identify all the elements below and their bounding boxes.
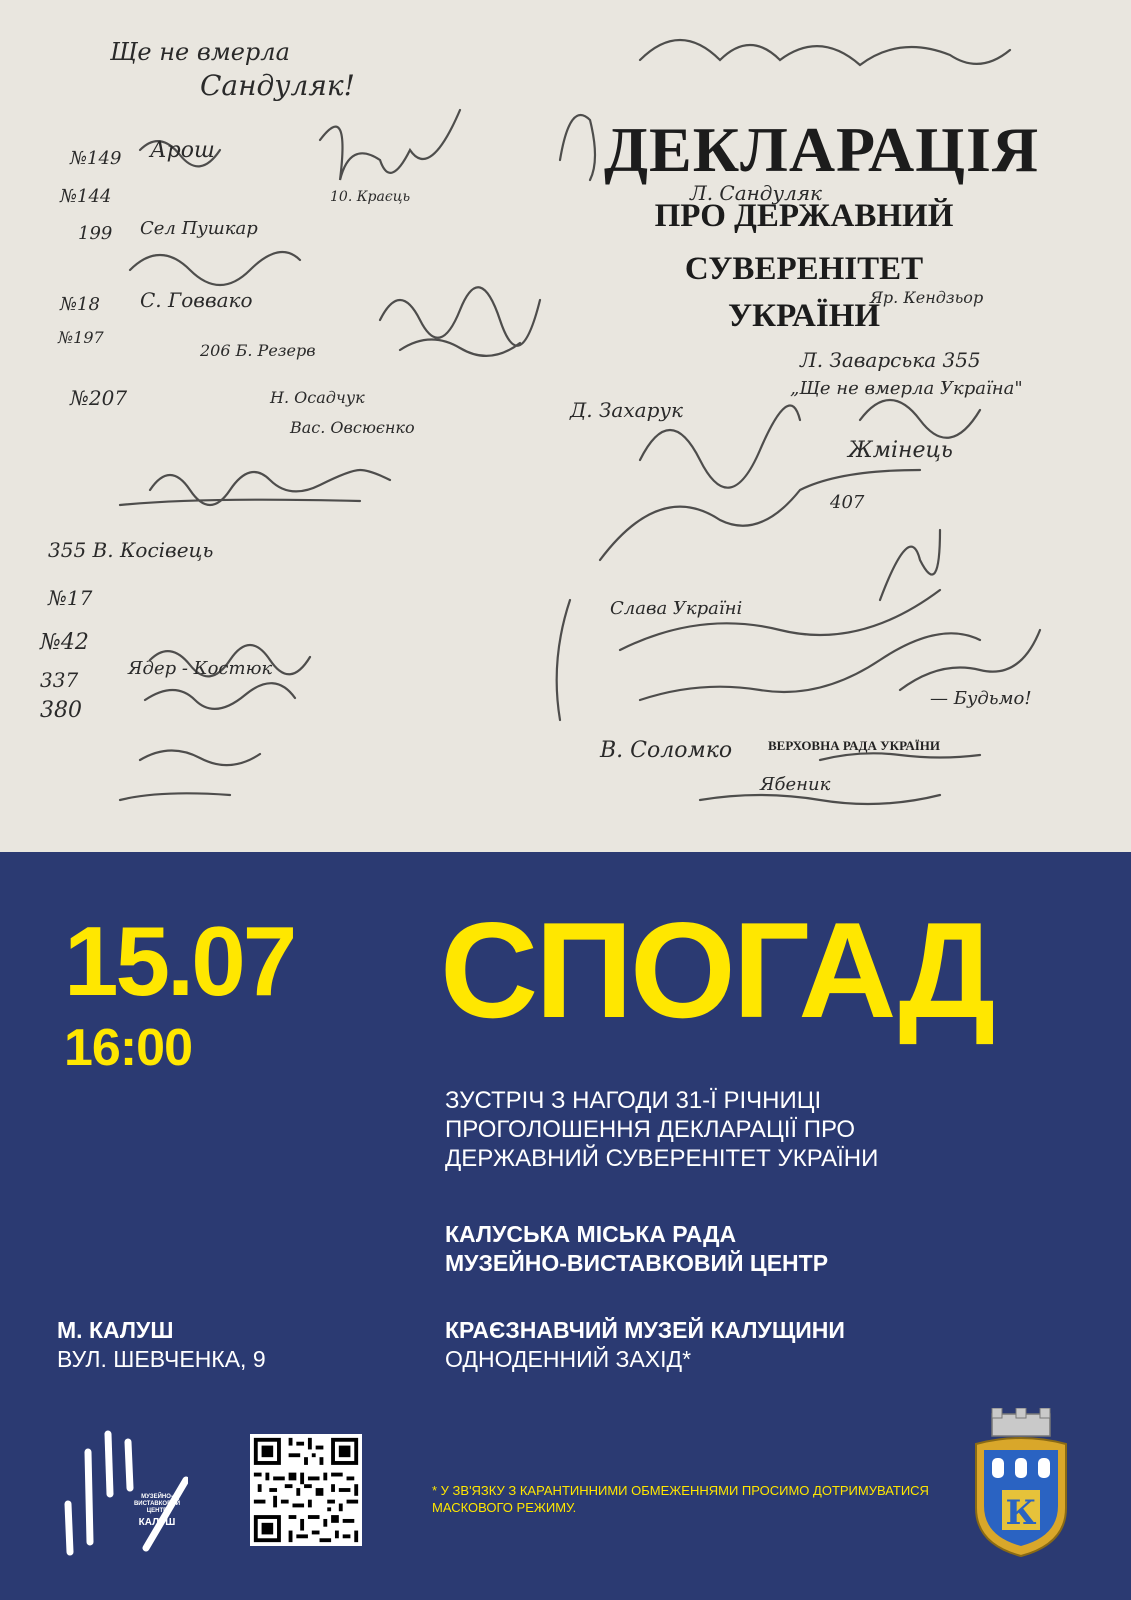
qr-code-icon	[250, 1434, 362, 1546]
handwritten-number: 355 В. Косівець	[48, 538, 214, 562]
coat-letter: К	[1005, 1493, 1037, 1533]
museum-logo	[58, 1424, 188, 1556]
event-title: СПОГАД	[440, 894, 993, 1046]
handwritten-number: №144	[60, 186, 112, 207]
declaration-title-line3: СУВЕРЕНІТЕТ	[684, 251, 924, 287]
address-street: ВУЛ. ШЕВЧЕНКА, 9	[57, 1346, 266, 1372]
handwritten-name: Вас. Овсюєнко	[290, 418, 415, 437]
museum-name: КРАЄЗНАВЧИЙ МУЗЕЙ КАЛУЩИНИ	[445, 1317, 845, 1343]
organizer	[445, 1220, 965, 1278]
museum-info	[445, 1316, 965, 1374]
handwritten-name: Слава Україні	[610, 598, 743, 619]
declaration-title-line2: ПРО ДЕРЖАВНИЙ	[654, 198, 954, 234]
qr-code[interactable]	[250, 1434, 362, 1546]
handwritten-number: №42	[40, 630, 89, 655]
handwritten-number: №197	[58, 328, 104, 347]
event-description: ЗУСТРІЧ З НАГОДИ 31-Ї РІЧНИЦІ ПРОГОЛОШЕННЯ ДЕКЛАРАЦІЇ ПРО ДЕРЖАВНИЙ СУВЕРЕНІТЕТ УКРАЇНИ	[445, 1087, 879, 1172]
handwritten-name: В. Соломко	[600, 738, 733, 763]
handwritten-name: Ядер - Костюк	[128, 658, 273, 679]
handwritten-number: 337	[40, 668, 79, 692]
coat-of-arms-icon	[970, 1408, 1072, 1558]
declaration-title-line4: УКРАЇНИ	[727, 298, 881, 334]
handwritten-number: №207	[70, 386, 128, 410]
handwritten-greeting-2: Сандуляк!	[200, 69, 355, 102]
logo-city: КАЛУШ	[138, 1517, 176, 1528]
address	[57, 1316, 266, 1374]
handwritten-name: С. Говвако	[140, 288, 253, 312]
handwritten-number: №18	[60, 294, 100, 315]
event-type: ОДНОДЕННИЙ ЗАХІД*	[445, 1346, 692, 1372]
handwritten-greeting: Ще не вмерла	[110, 38, 290, 66]
handwritten-name: Л. Заварська 355	[800, 348, 981, 372]
handwritten-name: Жмінець	[848, 438, 953, 463]
quarantine-note: * У ЗВ'ЯЗКУ З КАРАНТИННИМИ ОБМЕЖЕННЯМИ ПРОСИМО ДОТРИМУВАТИСЯ МАСКОВОГО РЕЖИМУ.	[432, 1483, 929, 1515]
declaration-footer: ВЕРХОВНА РАДА УКРАЇНИ	[768, 738, 941, 753]
event-date: 15.07	[64, 906, 295, 1016]
handwritten-name: 206 Б. Резерв	[200, 341, 316, 360]
hand-logo-icon	[58, 1424, 188, 1556]
organizer-line1: КАЛУСЬКА МІСЬКА РАДА	[445, 1221, 737, 1247]
coat-of-arms	[970, 1408, 1072, 1558]
handwritten-name: 407	[830, 492, 865, 513]
handwritten-name: Ябеник	[760, 774, 831, 795]
handwritten-name: Яр. Кендзьор	[870, 288, 984, 307]
event-poster	[0, 852, 1131, 1600]
handwritten-name: Арош	[150, 138, 215, 163]
handwritten-number: 380	[40, 698, 82, 723]
logo-caption: МУЗЕЙНО-ВИСТАВКОВИЙ ЦЕНТР	[133, 1494, 181, 1514]
handwritten-name: — Будьмо!	[930, 688, 1032, 709]
event-time: 16:00	[64, 1019, 192, 1077]
handwritten-name: Д. Захарук	[570, 398, 683, 422]
handwritten-name: Л. Сандуляк	[690, 181, 823, 205]
address-city: М. КАЛУШ	[57, 1317, 174, 1343]
handwritten-number: №17	[48, 586, 93, 610]
handwritten-name: „Ще не вмерла Україна"	[790, 378, 1023, 399]
declaration-title-line1: ДЕКЛАРАЦІЯ	[604, 114, 1040, 185]
handwritten-number: №149	[70, 148, 122, 169]
handwritten-name: Сел Пушкар	[140, 218, 258, 239]
handwritten-name: 10. Краєць	[330, 189, 411, 205]
handwritten-number: 199	[78, 223, 113, 244]
organizer-line2: МУЗЕЙНО-ВИСТАВКОВИЙ ЦЕНТР	[445, 1250, 829, 1276]
handwritten-name: Н. Осадчук	[270, 388, 365, 407]
